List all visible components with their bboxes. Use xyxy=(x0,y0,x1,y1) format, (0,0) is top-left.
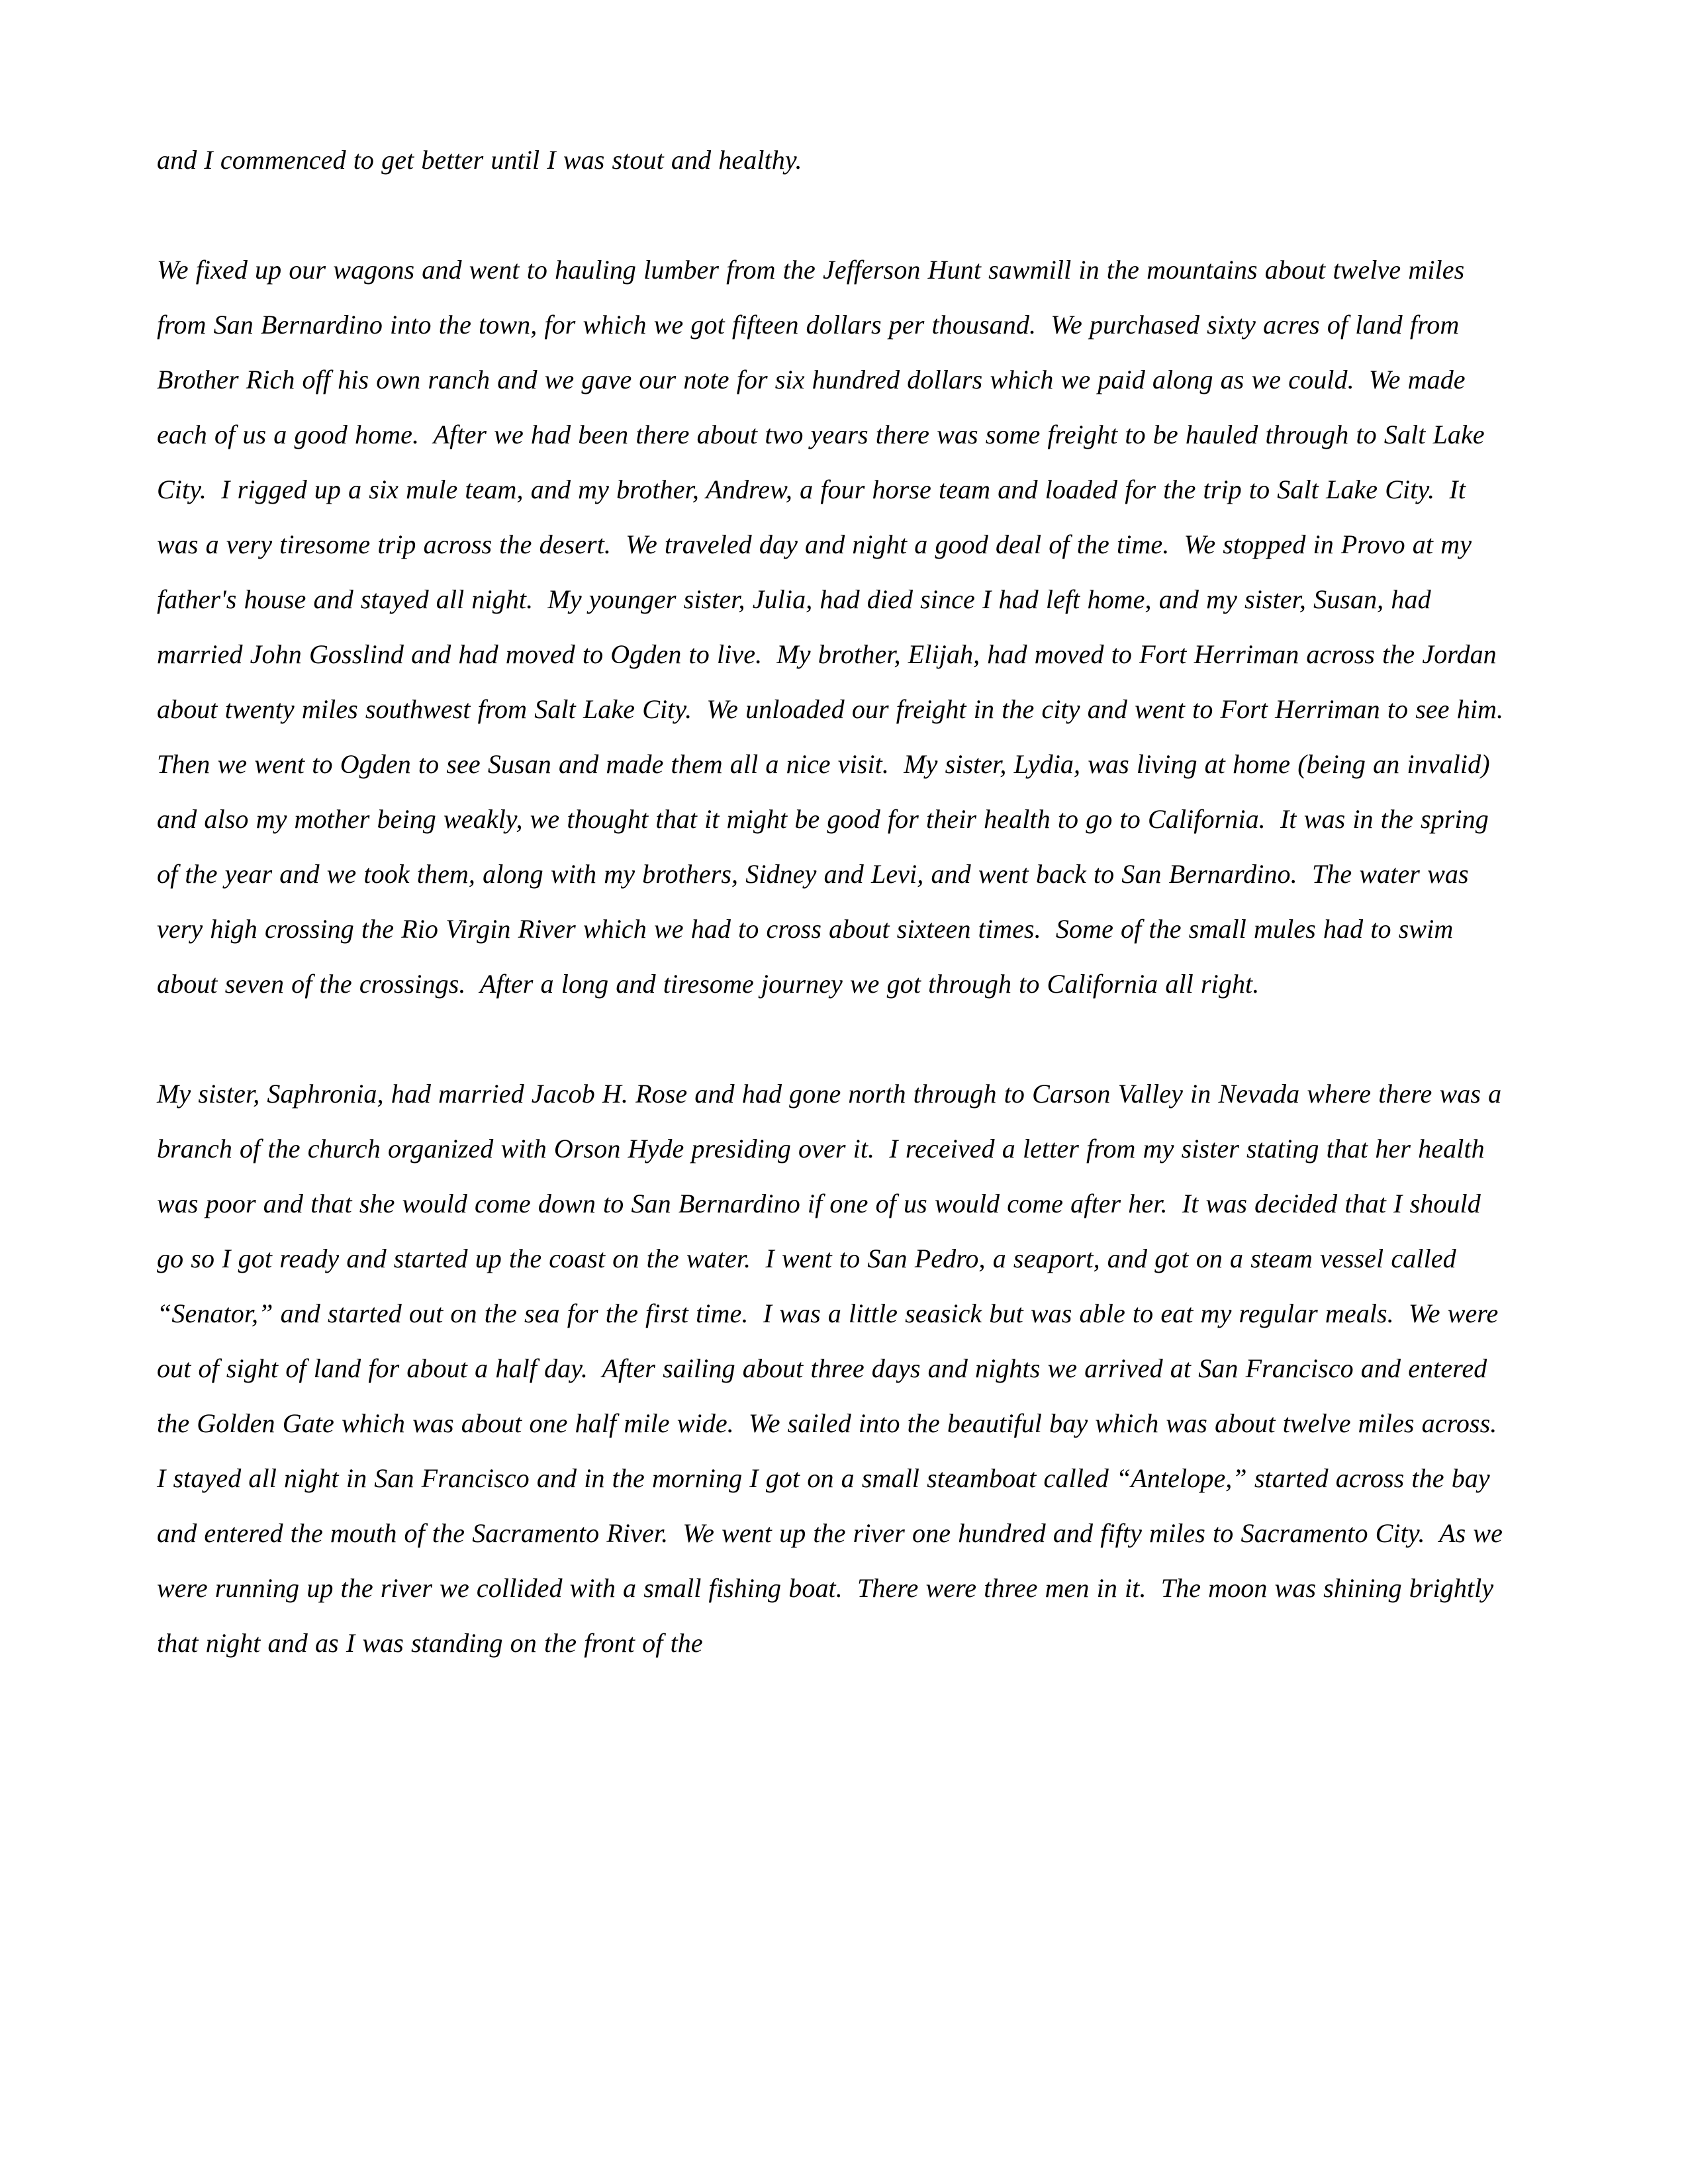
document-text-block xyxy=(157,132,1519,1670)
paragraph-2: We fixed up our wagons and went to hauling lumber from the Jefferson Hunt sawmill in the mountains about twelve miles from San Bernardino into the town, for which we got fifteen dollars per thousand. We purchased sixty acres of land from Brother Rich off his own ranch and we gave our note for six hundred dollars which we paid along as we could. We made each of us a good home. After we had been there about two years there was some freight to be hauled through to Salt Lake City. I rigged up a six mule team, and my brother, Andrew, a four horse team and loaded for the trip to Salt Lake City. It was a very tiresome trip across the desert. We traveled day and night a good deal of the time. We stopped in Provo at my father's house and stayed all night. My younger sister, Julia, had died since I had left home, and my sister, Susan, had married John Gosslind and had moved to Ogden to live. My brother, Elijah, had moved to Fort Herriman across the Jordan about twenty miles southwest from Salt Lake City. We unloaded our freight in the city and went to Fort Herriman to see him. Then we went to Ogden to see Susan and made them all a nice visit. My sister, Lydia, was living at home (being an invalid) and also my mother being weakly, we thought that it might be good for their health to go to California. It was in the spring of the year and we took them, along with my brothers, Sidney and Levi, and went back to San Bernardino. The water was very high crossing the Rio Virgin River which we had to cross about sixteen times. Some of the small mules had to swim about seven of the crossings. After a long and tiresome journey we got through to California all right. xyxy=(157,255,1519,999)
paragraph-3: My sister, Saphronia, had married Jacob H. Rose and had gone north through to Carson Valley in Nevada where there was a branch of the church organized with Orson Hyde presiding over it. I received a letter from my sister stating that her health was poor and that she would come down to San Bernardino if one of us would come after her. It was decided that I should go so I got ready and started up the coast on the water. I went to San Pedro, a seaport, and got on a steam vessel called “Senator,” and started out on the sea for the first time. I was a little seasick but was able to eat my regular meals. We were out of sight of land for about a half day. After sailing about three days and nights we arrived at San Francisco and entered the Golden Gate which was about one half mile wide. We sailed into the beautiful bay which was about twelve miles across. I stayed all night in San Francisco and in the morning I got on a small steamboat called “Antelope,” started across the bay and entered the mouth of the Sacramento River. We went up the river one hundred and fifty miles to Sacramento City. As we were running up the river we collided with a small fishing boat. There were three men in it. The moon was shining brightly that night and as I was standing on the front of the xyxy=(157,1079,1512,1658)
paragraph-1: and I commenced to get better until I was stout and healthy. xyxy=(157,145,802,175)
